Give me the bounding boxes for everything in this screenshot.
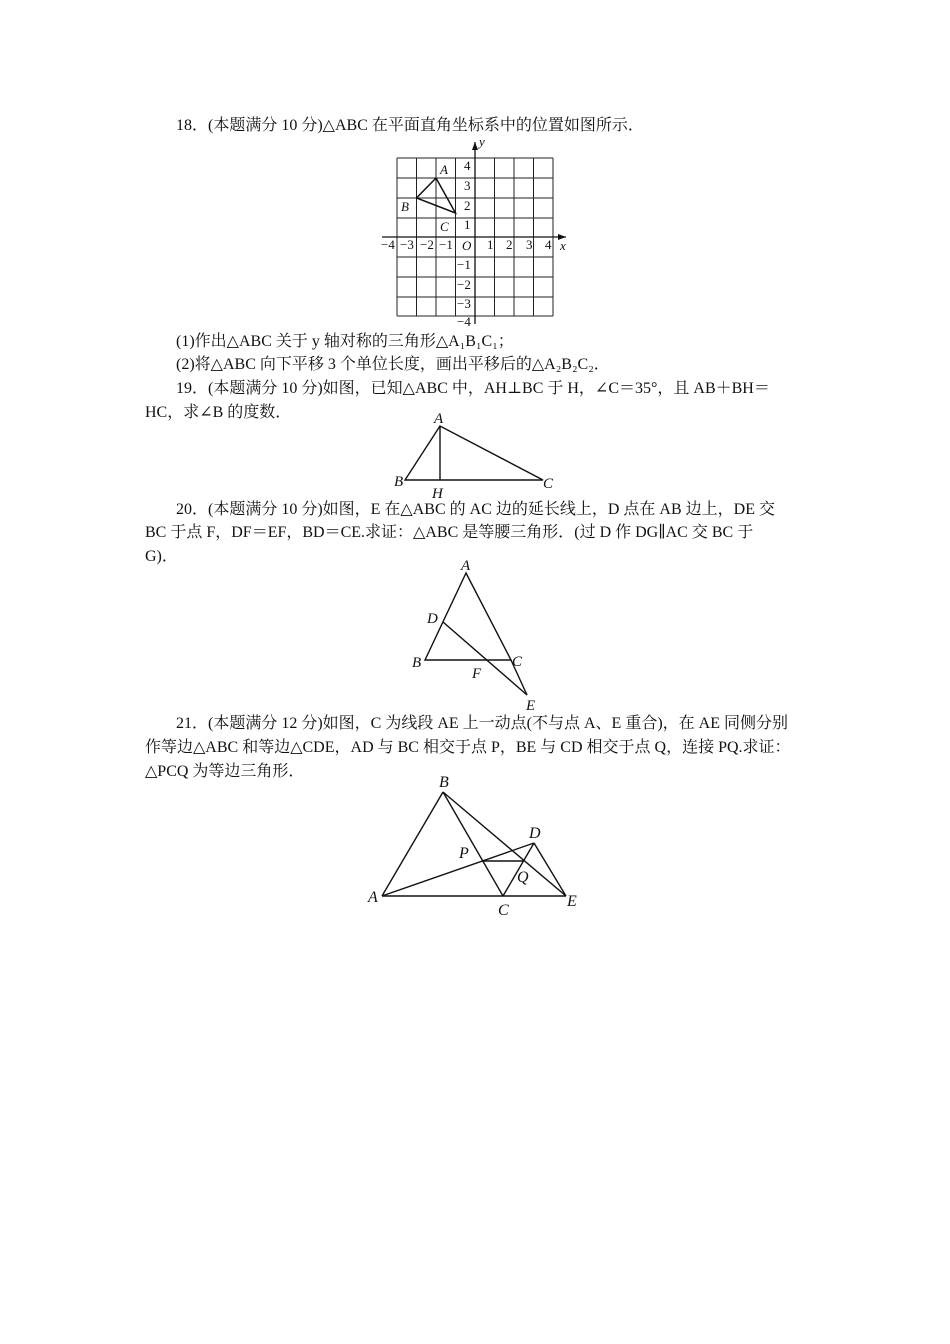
y-tick: −2 xyxy=(457,277,471,292)
y-tick: 3 xyxy=(464,178,471,193)
x-tick: 3 xyxy=(526,237,533,252)
q19-title-cont: HC，求∠B 的度数． xyxy=(145,404,292,421)
point-e-label: E xyxy=(526,698,536,714)
point-c-label: C xyxy=(543,476,554,492)
segment-ad xyxy=(382,843,534,896)
x-tick: −2 xyxy=(420,237,434,252)
q19-triangle-figure xyxy=(388,408,564,504)
q18-coordinate-grid xyxy=(376,136,576,328)
point-h-label: H xyxy=(432,486,443,502)
x-tick: −1 xyxy=(439,237,453,252)
y-tick: 4 xyxy=(464,158,471,173)
point-a-label: A xyxy=(368,889,378,906)
y-tick: −3 xyxy=(457,296,471,311)
point-d-label: D xyxy=(427,611,438,627)
x-axis-label: x xyxy=(560,238,566,253)
x-tick: −3 xyxy=(400,237,414,252)
point-b-label: B xyxy=(401,199,409,214)
point-b-label: B xyxy=(439,774,449,791)
y-tick: −1 xyxy=(457,257,471,272)
segment-be xyxy=(443,792,566,896)
y-tick: 2 xyxy=(464,198,471,213)
q20-triangle-figure xyxy=(408,555,548,715)
q18-title: 18．(本题满分 10 分)△ABC 在平面直角坐标系中的位置如图所示． xyxy=(176,117,644,134)
point-a-label: A xyxy=(434,411,444,427)
x-tick: 4 xyxy=(545,237,552,252)
point-p-label: P xyxy=(459,845,469,862)
q20-title-cont: BC 于点 F，DF＝EF，BD＝CE.求证：△ABC 是等腰三角形．(过 D 作 DG∥AC 交 BC 于 xyxy=(145,524,754,541)
q21-title-cont2: △PCQ 为等边三角形． xyxy=(145,763,305,780)
origin-label: O xyxy=(462,238,472,253)
y-axis-label: y xyxy=(479,136,485,149)
q18-part1: (1)作出△ABC 关于 y 轴对称的三角形△A₁B₁C₁； xyxy=(176,333,514,350)
point-c-label: C xyxy=(512,654,523,670)
q21-title: 21．(本题满分 12 分)如图，C 为线段 AE 上一动点(不与点 A、E 重合)，在 AE 同侧分别 xyxy=(176,715,788,732)
x-tick: −4 xyxy=(381,237,395,252)
point-e-label: E xyxy=(567,893,577,910)
point-d-label: D xyxy=(529,825,541,842)
y-tick: −4 xyxy=(457,314,471,328)
segment-ab xyxy=(382,792,443,896)
x-tick: 2 xyxy=(506,237,513,252)
point-b-label: B xyxy=(412,655,422,671)
q21-title-cont: 作等边△ABC 和等边△CDE，AD 与 BC 相交于点 P，BE 与 CD 相交于点 Q，连接 PQ.求证： xyxy=(145,739,791,756)
point-a-label: A xyxy=(461,558,471,574)
segment-bc xyxy=(443,792,503,896)
point-c-label: C xyxy=(498,902,509,918)
point-b-label: B xyxy=(394,474,404,490)
segment-de xyxy=(534,843,566,896)
point-a-label: A xyxy=(440,162,448,177)
x-tick: 1 xyxy=(487,237,494,252)
q20-title: 20．(本题满分 10 分)如图，E 在△ABC 的 AC 边的延长线上，D 点在 AB 边上，DE 交 xyxy=(176,501,775,518)
q19-title: 19．(本题满分 10 分)如图，已知△ABC 中，AH⊥BC 于 H，∠C＝35°，且 AB＋BH＝ xyxy=(176,380,770,397)
point-f-label: F xyxy=(472,666,482,682)
point-q-label: Q xyxy=(517,869,529,886)
q18-part2: (2)将△ABC 向下平移 3 个单位长度，画出平移后的△A₂B₂C₂． xyxy=(176,356,610,373)
q21-equilateral-figure xyxy=(362,770,592,918)
point-c-label: C xyxy=(440,219,449,234)
y-tick: 1 xyxy=(464,217,471,232)
q20-title-cont2: G)． xyxy=(145,548,178,565)
